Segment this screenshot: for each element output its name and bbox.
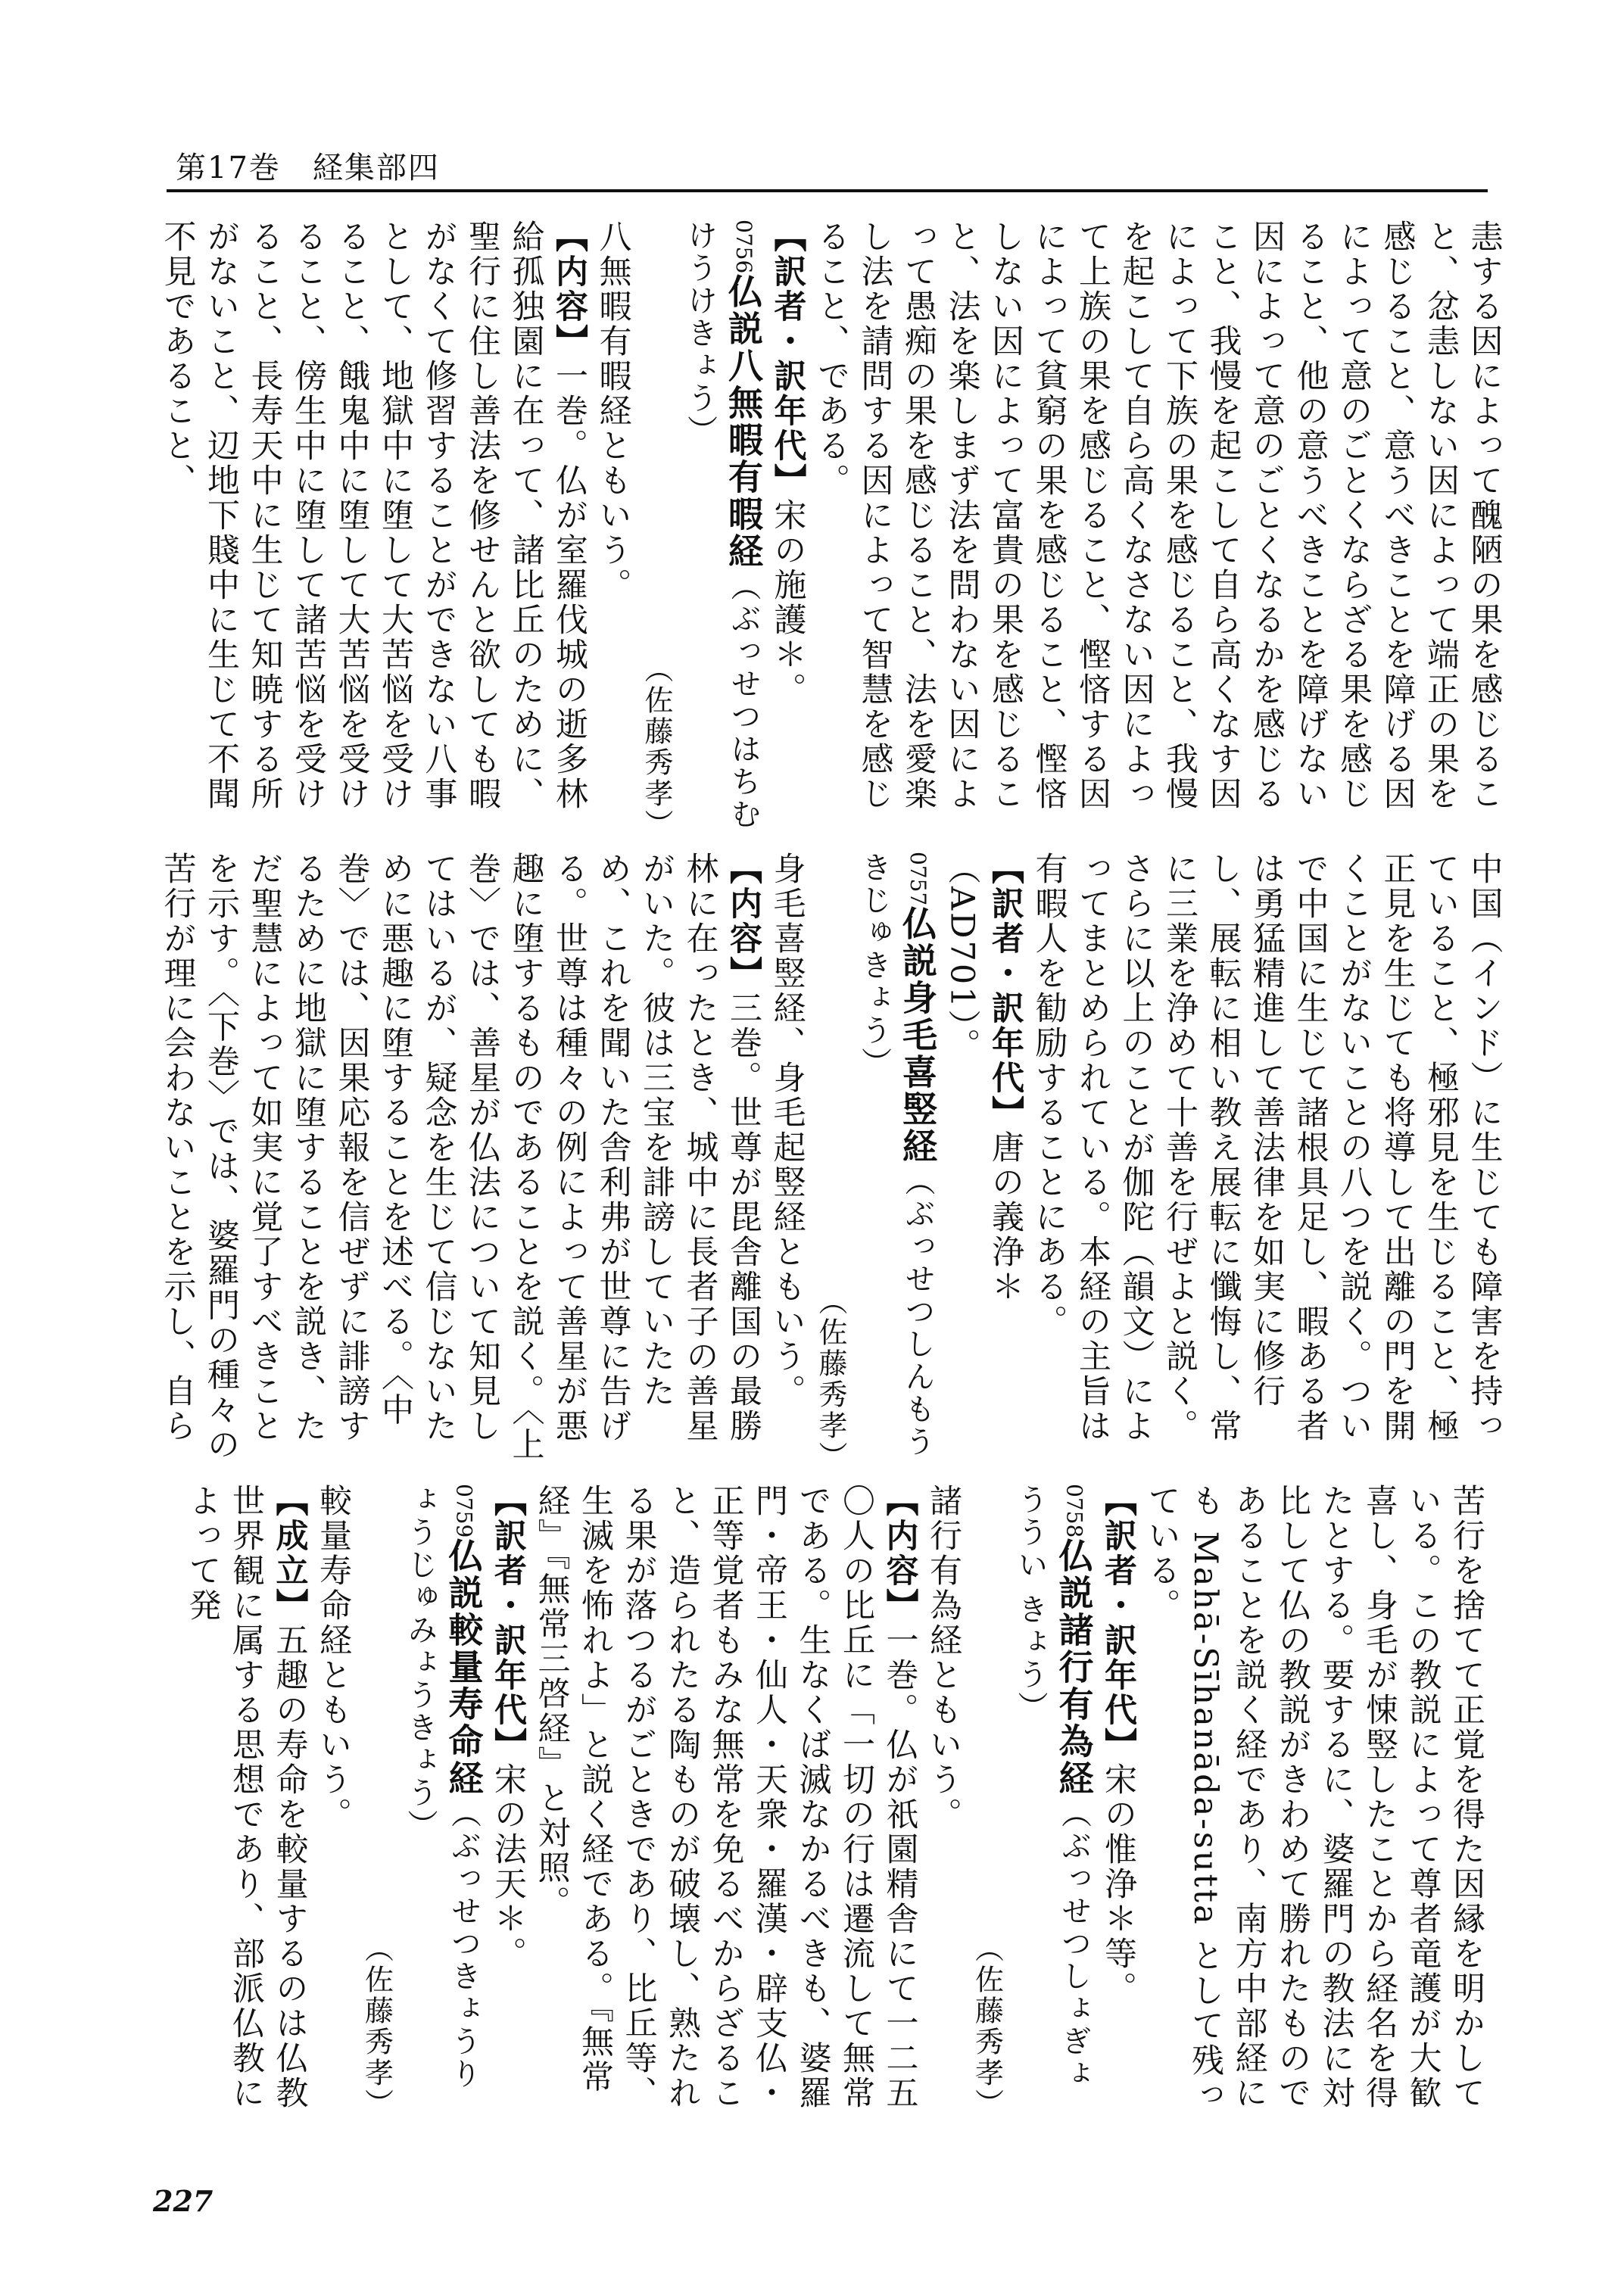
paragraph-text: 身毛喜竪経、身毛起竪経ともいう。 xyxy=(768,852,806,1409)
section-paragraph xyxy=(529,1484,921,2120)
section-paragraph xyxy=(1096,1484,1140,2120)
paragraph-text: 五趣の寿命を較量するのは仏教世界観に属する思想であり、部派仏教によって発 xyxy=(183,1484,309,2111)
entry-reading: （ぶっせつはちむけうけきょう） xyxy=(682,220,761,831)
entry-reading: （ぶっせつしんもうきじゅきょう） xyxy=(856,852,935,1459)
body-paragraph xyxy=(1139,1484,1488,2120)
paragraph-text: 較量寿命経ともいう。 xyxy=(314,1484,352,1832)
page-number: 227 xyxy=(153,2184,214,2218)
paragraph-text: 唐の義浄＊（AD701）。 xyxy=(943,852,1024,1304)
author-attribution: （佐藤秀孝） xyxy=(814,1286,847,1472)
entry-name: 仏説八無暇有暇経 xyxy=(723,273,764,571)
section-label: 【成立】 xyxy=(270,1484,309,1623)
entry-name: 仏説身毛喜竪経 xyxy=(897,905,938,1166)
entry-number: 0759 xyxy=(451,1484,477,1538)
body-paragraph xyxy=(591,220,634,840)
entry-reading: （ぶっせつしょぎょううい きょう） xyxy=(1013,1484,1092,2091)
text-tier-upper xyxy=(155,220,1504,840)
section-label: 【訳者・訳年代】 xyxy=(1099,1484,1137,1762)
entry-number: 0757 xyxy=(906,852,930,906)
paragraph-text: 宋の法天＊。 xyxy=(489,1762,527,1971)
paragraph-text: 恚する因によって醜陋の果を感じること、忿恚しない因によって端正の果を感じること、意うべきことを障げる因によって意のごとくならざる果を感じること、他の意うべきことを障げない因によって意のごとくなるかを感じること、我慢を起こして自ら高くなす因によって下族の果を感じること、我慢を起こして自ら高くなさない因によって上族の果を感じること、慳悋する因によって貧窮の果を感じること、慳悋しない因によって富貴の果を感じること、法を楽しまず法を問わない因によって愚痴の果を感じること、法を愛楽し法を請問する因によって智慧を感じること、である。 xyxy=(812,220,1504,812)
section-label: 【内容】 xyxy=(881,1484,919,1623)
text-tier-middle xyxy=(155,852,1504,1472)
section-label: 【訳者・訳年代】 xyxy=(987,852,1024,1130)
section-paragraph xyxy=(155,852,765,1472)
section-paragraph xyxy=(940,852,1027,1472)
paragraph-text: 一巻。仏が室羅伐城の逝多林給孤独園に在って、諸比丘のために、聖行に住し善法を修せんと欲しても暇がなくて修習することができない八事として、地獄中に堕して大苦悩を受けること、餓鬼中に堕して大苦悩を受けること、傍生中に堕して諸苦悩を受けること、長寿天中に生じて知暁する所がないこと、辺地下賤中に生じて不聞不見であること、 xyxy=(158,220,588,812)
entry-reading: （ぶっせつきょうりょうじゅみょうきょう） xyxy=(403,1484,482,2091)
tier-column-text xyxy=(155,852,1506,1472)
entry-name: 仏説諸行有為経 xyxy=(1053,1537,1095,1798)
section-label: 【内容】 xyxy=(725,852,762,991)
section-paragraph xyxy=(765,220,809,840)
paragraph-text: 宋の惟浄＊等。 xyxy=(1099,1762,1137,2006)
entry-title xyxy=(1008,1484,1096,2120)
tier-column-text xyxy=(180,1484,1488,2120)
paragraph-text: 三巻。世尊が毘舎離国の最勝林に在ったとき、城中に長者子の善星がいた。彼は三宝を誹謗していたため、これを聞いた舎利弗が世尊に告げる。世尊は種々の例によって善星が悪趣に堕するものであることを説く。〈上巻〉では、善星が仏法について知見してはいるが、疑念を生じて信じないために悪趣に堕することを述べる。〈中巻〉では、因果応報を信ぜずに誹謗するために地獄に堕することを説き、ただ聖慧によって如実に覚了すべきことを示す。〈下巻〉では、婆羅門の種々の苦行が理に会わないことを示し、自ら xyxy=(158,852,762,1463)
paragraph-text: 諸行有為経ともいう。 xyxy=(924,1484,962,1832)
body-paragraph xyxy=(311,1484,355,2120)
paragraph-text: 一巻。仏が祇園精舎にて一二五〇人の比丘に「一切の行は遷流して無常である。生なくば滅なかるべきも、婆羅門・帝王・仙人・天衆・羅漢・辟支仏・正等覚者もみな無常を免るべからざること、造られたる陶ものが破壊し、熟たれる果が落つるがごときであり、比丘等、生滅を怖れよ」と説く経である。『無常経』『無常三啓経』と対照。 xyxy=(532,1484,919,2111)
section-paragraph xyxy=(155,220,591,840)
section-label: 【訳者・訳年代】 xyxy=(489,1484,527,1762)
paragraph-text: 宋の施護＊。 xyxy=(768,498,807,707)
paragraph-text: 八無暇有暇経ともいう。 xyxy=(594,220,632,603)
section-paragraph xyxy=(180,1484,311,2120)
body-paragraph xyxy=(1027,852,1506,1472)
paragraph-text: 苦行を捨てて正覚を得た因縁を明かしている。この教説によって尊者竜護が大歓喜し、身毛が悚竪したことから経名を得たとする。要するに、婆羅門の教法に対比して仏の教説がきわめて勝れたものであることを説く経であり、南方中部経にも Mahā-Sīhanāda-sutta として残っている。 xyxy=(1142,1484,1485,2114)
entry-title xyxy=(678,220,765,840)
text-tier-lower xyxy=(155,1484,1488,2120)
body-paragraph xyxy=(809,220,1506,840)
author-attribution: （佐藤秀孝） xyxy=(360,1933,394,2120)
tier-column-text xyxy=(155,220,1506,840)
paragraph-text: 中国（インド）に生じても障害を持っていること、極邪見を生じること、極正見を生じても将導して出離の門を開くことがないことの八つを説く。ついで中国に生じて諸根具足し、暇ある者は勇猛精進して善法律を如実に修行し、展転に相い教え展転に懺悔し、常に三業を浄めて十善を行ぜよと説く。さらに以上のことが伽陀（韻文）によってまとめられている。本経の主旨は有暇人を勧励することにある。 xyxy=(1030,852,1504,1444)
entry-number: 0756 xyxy=(731,220,756,274)
page-header: 第17巻 経集部四 xyxy=(176,151,440,185)
section-paragraph xyxy=(486,1484,530,2120)
section-label: 【訳者・訳年代】 xyxy=(768,220,807,498)
header-rule xyxy=(167,189,1488,192)
entry-title xyxy=(852,852,940,1472)
entry-name: 仏説較量寿命経 xyxy=(443,1537,485,1798)
body-paragraph xyxy=(921,1484,965,2120)
entry-title xyxy=(398,1484,486,2120)
section-label: 【内容】 xyxy=(550,220,588,359)
author-attribution: （佐藤秀孝） xyxy=(970,1933,1004,2120)
body-paragraph xyxy=(765,852,809,1472)
entry-number: 0758 xyxy=(1061,1484,1087,1538)
author-attribution: （佐藤秀孝） xyxy=(640,654,673,840)
